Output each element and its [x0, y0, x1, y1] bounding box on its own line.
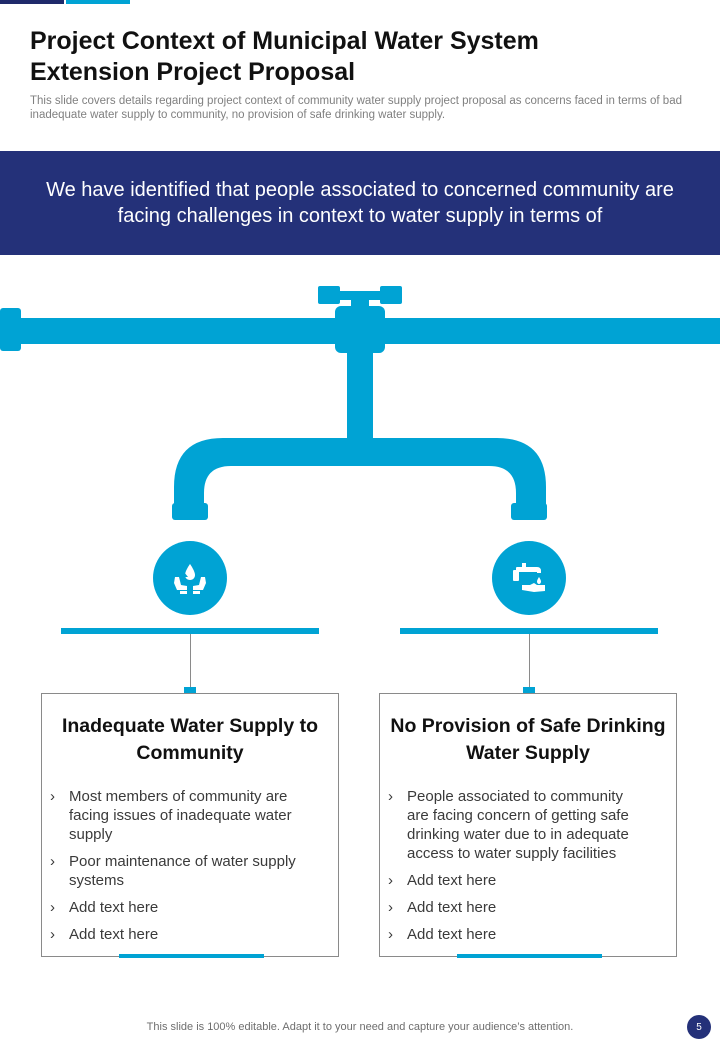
hands-water-drop-icon — [171, 559, 209, 597]
list-item: › Add text here — [50, 926, 159, 943]
card-safe-drinking-water — [379, 693, 677, 957]
bullet-list — [380, 787, 676, 952]
faucet-hand-icon — [510, 559, 548, 597]
page-title: Project Context of Municipal Water System Extension Project Proposal — [30, 27, 539, 86]
branch-pipe-left-cap — [172, 503, 208, 520]
branch-pipe-right-cap — [511, 503, 547, 520]
list-item: › Add text here — [388, 899, 497, 916]
valve-body — [335, 306, 385, 353]
top-accent-bar-blue — [66, 0, 130, 4]
page-subtitle: This slide covers details regarding project context of community water supply project proposal as concerns faced in terms of bad inadequate water supply to community, no provision of safe drinking water supply. — [30, 95, 682, 121]
chevron-right-icon: › — [388, 899, 393, 916]
list-item: › People associated to community are facing concern of getting safe drinking water due to in adequate access to water supply facilities — [388, 788, 629, 862]
card-title: No Provision of Safe Drinking Water Supply — [390, 715, 666, 764]
footer-note: This slide is 100% editable. Adapt it to your need and capture your audience’s attention. — [146, 1021, 574, 1033]
chevron-right-icon: › — [50, 926, 55, 943]
page-number: 5 — [687, 1015, 711, 1039]
list-item: › Most members of community are facing issues of inadequate water supply — [50, 788, 292, 843]
list-item: › Add text here — [388, 926, 497, 943]
chevron-right-icon: › — [50, 853, 55, 870]
pipe-illustration — [0, 280, 720, 525]
safe-drinking-icon-badge — [492, 541, 566, 615]
card-accent-bar — [457, 954, 602, 958]
chevron-right-icon: › — [388, 926, 393, 943]
pipe-left-cap — [0, 308, 21, 351]
branch-pipe — [174, 438, 546, 517]
banner-text: We have identified that people associated to concerned community are facing challenges in context to water supply in terms of — [46, 179, 674, 227]
chevron-right-icon: › — [50, 899, 55, 916]
chevron-right-icon: › — [388, 872, 393, 889]
card-accent-bar — [119, 954, 264, 958]
connector-line-left — [190, 634, 191, 688]
inadequate-supply-icon-badge — [153, 541, 227, 615]
top-accent-bar-navy — [0, 0, 64, 4]
list-item: › Add text here — [388, 872, 497, 889]
bullet-list — [42, 787, 338, 952]
card-inadequate-supply — [41, 693, 339, 957]
list-item: › Poor maintenance of water supply systems — [50, 853, 296, 889]
list-item: › Add text here — [50, 899, 159, 916]
intro-banner — [0, 151, 720, 255]
chevron-right-icon: › — [388, 788, 393, 805]
chevron-right-icon: › — [50, 788, 55, 805]
card-title: Inadequate Water Supply to Community — [61, 715, 319, 764]
connector-line-right — [529, 634, 530, 688]
